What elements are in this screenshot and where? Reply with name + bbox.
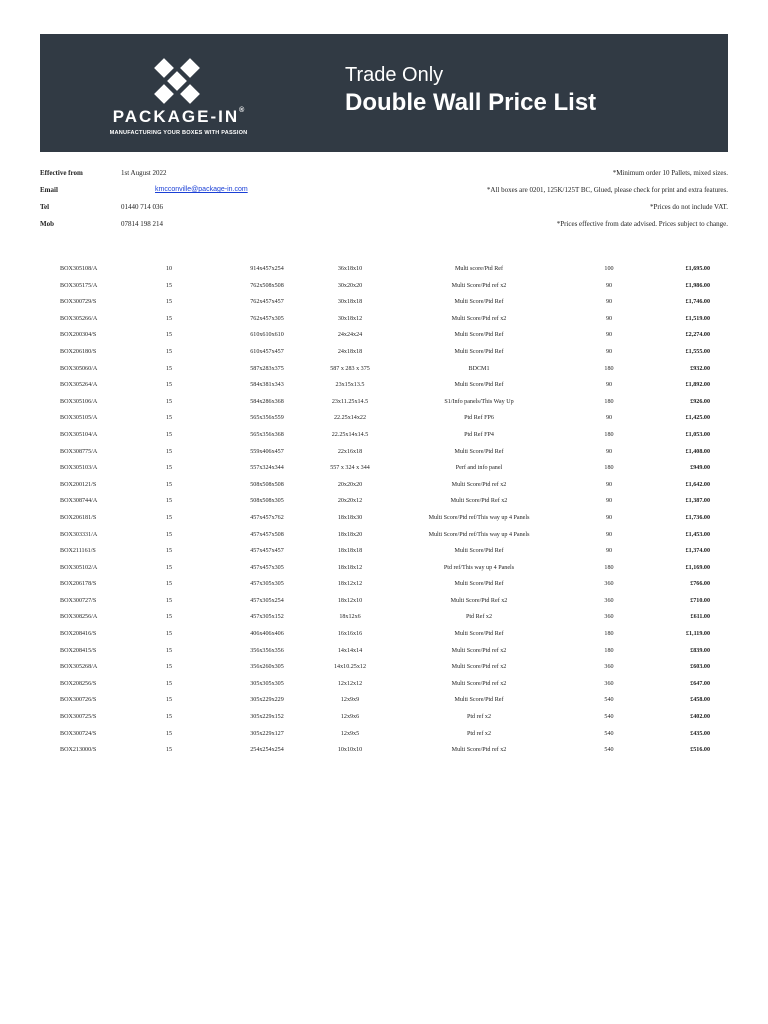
table-row	[40, 283, 728, 300]
size-inches-cell: 12x12x12	[337, 680, 363, 687]
price-cell: £1,387.00	[685, 498, 710, 505]
brand-tagline: MANUFACTURING YOUR BOXES WITH PASSION	[109, 130, 248, 136]
price-cell: £603.00	[690, 664, 710, 671]
size-inches-cell: 20x20x20	[337, 481, 363, 488]
product-code-cell: BOX305060/A	[60, 365, 98, 372]
features-cell: Multi Score/Ptd Ref	[454, 348, 504, 355]
features-cell: Multi Score/Ptd ref x2	[451, 647, 507, 654]
product-code-cell: BOX300727/S	[60, 597, 97, 604]
size-inches-cell: 12x9x5	[340, 730, 360, 737]
price-cell: £1,986.00	[685, 282, 710, 289]
pallet-qty-cell: 180	[604, 465, 614, 472]
table-row	[40, 731, 728, 748]
product-code-cell: BOX305105/A	[60, 415, 98, 422]
product-code-cell: BOX305268/A	[60, 664, 98, 671]
internal-size-mm-cell: 356x260x305	[250, 664, 284, 671]
price-cell: £402.00	[690, 714, 710, 721]
table-row	[40, 515, 728, 532]
table-row	[40, 565, 728, 582]
table-row	[40, 299, 728, 316]
box-spec-note: *All boxes are 0201, 125K/125T BC, Glued, please check for print and extra features.	[486, 186, 728, 194]
pallet-qty-cell: 360	[604, 614, 614, 621]
product-code-cell: BOX305104/A	[60, 431, 98, 438]
product-code-cell: BOX200121/S	[60, 481, 97, 488]
bundle-qty-cell: 15	[165, 315, 173, 322]
bundle-qty-cell: 15	[165, 664, 173, 671]
price-cell: £2,274.00	[685, 332, 710, 339]
features-cell: Multi Score/Ptd ref x2	[451, 680, 507, 687]
bundle-qty-cell: 15	[165, 448, 173, 455]
size-inches-cell: 14x14x14	[337, 647, 363, 654]
pallet-qty-cell: 90	[605, 415, 613, 422]
bundle-qty-cell: 15	[165, 332, 173, 339]
pallet-qty-cell: 540	[604, 714, 614, 721]
table-row	[40, 681, 728, 698]
features-cell: S1/Info panels/This Way Up	[444, 398, 514, 405]
internal-size-mm-cell: 305x229x127	[250, 730, 284, 737]
internal-size-mm-cell: 457x457x508	[250, 531, 284, 538]
pallet-qty-cell: 90	[605, 315, 613, 322]
pallet-qty-cell: 180	[604, 631, 614, 638]
product-code-cell: BOX206180/S	[60, 348, 97, 355]
table-row	[40, 316, 728, 333]
size-inches-cell: 22x16x18	[337, 448, 363, 455]
size-inches-cell: 12x9x9	[340, 697, 360, 704]
mob-label: Mob	[40, 220, 54, 228]
internal-size-mm-cell: 457x457x457	[250, 548, 284, 555]
internal-size-mm-cell: 457x457x305	[250, 564, 284, 571]
features-cell: Multi Score/Ptd ref x2	[451, 282, 507, 289]
pallet-qty-cell: 540	[604, 697, 614, 704]
features-cell: Multi Score/Ptd Ref	[454, 697, 504, 704]
price-cell: £1,169.00	[685, 564, 710, 571]
product-code-cell: BOX305103/A	[60, 465, 98, 472]
pallet-qty-cell: 90	[605, 299, 613, 306]
price-cell: £949.00	[690, 465, 710, 472]
table-row	[40, 714, 728, 731]
info-row-email	[40, 186, 728, 198]
bundle-qty-cell: 15	[165, 614, 173, 621]
internal-size-mm-cell: 584x286x368	[250, 398, 284, 405]
size-inches-cell: 36x18x10	[337, 266, 363, 272]
price-change-note: *Prices effective from date advised. Prices subject to change.	[556, 220, 728, 228]
pallet-qty-cell: 90	[605, 514, 613, 521]
banner-subtitle: Trade Only	[345, 64, 444, 86]
table-row	[40, 482, 728, 499]
product-code-cell: BOX305108/A	[60, 266, 98, 272]
bundle-qty-cell: 15	[165, 647, 173, 654]
product-code-cell: BOX303331/A	[60, 531, 98, 538]
bundle-qty-cell: 15	[165, 697, 173, 704]
bundle-qty-cell: 15	[165, 548, 173, 555]
info-row-effective	[40, 169, 728, 181]
features-cell: Perf and info panel	[455, 465, 503, 472]
bundle-qty-cell: 15	[165, 747, 173, 754]
email-label: Email	[40, 186, 58, 194]
price-cell: £1,746.00	[685, 299, 710, 306]
size-inches-cell: 24x24x24	[337, 332, 363, 339]
product-code-cell: BOX308775/A	[60, 448, 98, 455]
table-row	[40, 498, 728, 515]
bundle-qty-cell: 15	[165, 730, 173, 737]
product-code-cell: BOX211161/S	[60, 548, 96, 555]
pallet-qty-cell: 360	[604, 680, 614, 687]
features-cell: Ptd ref x2	[466, 714, 492, 721]
features-cell: Multi Score/Ptd ref/This way up 4 Panels	[428, 514, 530, 521]
features-cell: Ptd Ref x2	[465, 614, 493, 621]
internal-size-mm-cell: 565x356x368	[250, 431, 284, 438]
bundle-qty-cell: 15	[165, 348, 173, 355]
size-inches-cell: 18x12x10	[337, 597, 363, 604]
bundle-qty-cell: 15	[165, 680, 173, 687]
bundle-qty-cell: 15	[165, 531, 173, 538]
pallet-qty-cell: 100	[604, 266, 614, 272]
price-cell: £1,519.00	[685, 315, 710, 322]
price-cell: £1,555.00	[685, 348, 710, 355]
size-inches-cell: 18x18x20	[337, 531, 363, 538]
price-cell: £611.00	[690, 614, 710, 621]
bundle-qty-cell: 15	[165, 581, 173, 588]
features-cell: Ptd Ref FP4	[464, 431, 494, 438]
size-inches-cell: 18x18x18	[337, 548, 363, 555]
table-row	[40, 415, 728, 432]
table-row	[40, 664, 728, 681]
price-cell: £435.00	[690, 730, 710, 737]
features-cell: Multi Score/Ptd ref x2	[451, 481, 507, 488]
features-cell: Multi Score/Ptd Ref x2	[450, 597, 508, 604]
pallet-qty-cell: 90	[605, 282, 613, 289]
table-row	[40, 432, 728, 449]
pallet-qty-cell: 360	[604, 597, 614, 604]
effective-label: Effective from	[40, 169, 83, 177]
pallet-qty-cell: 90	[605, 348, 613, 355]
features-cell: Multi score/Ptd Ref	[454, 266, 504, 272]
brand-name: PACKAGE-IN®	[112, 107, 245, 126]
size-inches-cell: 16x16x16	[337, 631, 363, 638]
features-cell: BDCM1	[468, 365, 490, 372]
table-row	[40, 332, 728, 349]
price-cell: £458.00	[690, 697, 710, 704]
minimum-order-note: *Minimum order 10 Pallets, mixed sizes.	[612, 169, 728, 177]
product-code-cell: BOX305106/A	[60, 398, 98, 405]
pallet-qty-cell: 180	[604, 398, 614, 405]
pallet-qty-cell: 360	[604, 664, 614, 671]
table-row	[40, 382, 728, 399]
size-inches-cell: 23x15x13.5	[335, 382, 365, 389]
size-inches-cell: 18x18x12	[337, 564, 363, 571]
table-row	[40, 349, 728, 366]
product-code-cell: BOX208256/S	[60, 680, 97, 687]
pallet-qty-cell: 360	[604, 581, 614, 588]
product-code-cell: BOX305102/A	[60, 564, 98, 571]
size-inches-cell: 12x9x6	[340, 714, 360, 721]
pallet-qty-cell: 180	[604, 647, 614, 654]
product-code-cell: BOX200304/S	[60, 332, 97, 339]
price-cell: £1,892.00	[685, 382, 710, 389]
price-cell: £766.00	[690, 581, 710, 588]
size-inches-cell: 23x11.25x14.5	[331, 398, 369, 405]
product-code-cell: BOX206178/S	[60, 581, 97, 588]
product-code-cell: BOX208415/S	[60, 647, 97, 654]
price-cell: £1,374.00	[685, 548, 710, 555]
internal-size-mm-cell: 406x406x406	[250, 631, 284, 638]
internal-size-mm-cell: 914x457x254	[250, 266, 284, 272]
size-inches-cell: 24x18x18	[337, 348, 363, 355]
pallet-qty-cell: 90	[605, 548, 613, 555]
product-code-cell: BOX300729/S	[60, 299, 97, 306]
bundle-qty-cell: 15	[165, 365, 173, 372]
product-code-cell: BOX305175/A	[60, 282, 98, 289]
pallet-qty-cell: 90	[605, 498, 613, 505]
features-cell: Multi Score/Ptd ref/This way up 4 Panels	[428, 531, 530, 538]
internal-size-mm-cell: 508x508x508	[250, 481, 284, 488]
table-row	[40, 532, 728, 549]
product-code-cell: BOX308744/A	[60, 498, 98, 505]
features-cell: Multi Score/Ptd Ref	[454, 382, 504, 389]
email-link[interactable]: kmcconville@package-in.com	[155, 186, 248, 193]
table-row	[40, 449, 728, 466]
features-cell: Multi Score/Ptd ref x2	[451, 664, 507, 671]
size-inches-cell: 30x18x18	[337, 299, 363, 306]
table-row	[40, 598, 728, 615]
pallet-qty-cell: 90	[605, 481, 613, 488]
price-cell: £1,053.00	[685, 431, 710, 438]
pallet-qty-cell: 180	[604, 431, 614, 438]
product-code-cell: BOX300724/S	[60, 730, 97, 737]
product-code-cell: BOX305264/A	[60, 382, 98, 389]
internal-size-mm-cell: 305x229x152	[250, 714, 284, 721]
size-inches-cell: 22.25x14x14.5	[331, 431, 369, 438]
internal-size-mm-cell: 557x324x344	[250, 465, 284, 472]
product-code-cell: BOX208416/S	[60, 631, 97, 638]
price-cell: £839.00	[690, 647, 710, 654]
mob-number: 07814 198 214	[121, 220, 163, 228]
internal-size-mm-cell: 610x457x457	[250, 348, 284, 355]
price-table	[40, 266, 728, 764]
table-row	[40, 465, 728, 482]
table-row	[40, 648, 728, 665]
size-inches-cell: 22.25x14x22	[334, 415, 366, 422]
internal-size-mm-cell: 587x283x375	[250, 365, 284, 372]
table-row	[40, 614, 728, 631]
pallet-qty-cell: 180	[604, 564, 614, 571]
size-inches-cell: 18x12x6	[339, 614, 361, 621]
effective-date: 1st August 2022	[121, 169, 167, 177]
bundle-qty-cell: 15	[165, 564, 173, 571]
table-row	[40, 581, 728, 598]
price-cell: £926.00	[690, 398, 710, 405]
size-inches-cell: 30x18x12	[337, 315, 363, 322]
page-title: Double Wall Price List	[345, 89, 597, 116]
pallet-qty-cell: 90	[605, 448, 613, 455]
bundle-qty-cell: 15	[165, 498, 173, 505]
tel-number: 01440 714 036	[121, 203, 163, 211]
features-cell: Ptd Ref FP6	[464, 415, 494, 422]
internal-size-mm-cell: 457x457x762	[250, 514, 284, 521]
features-cell: Multi Score/Ptd ref x2	[451, 315, 507, 322]
bundle-qty-cell: 15	[165, 382, 173, 389]
bundle-qty-cell: 15	[165, 398, 173, 405]
vat-note: *Prices do not include VAT.	[650, 203, 728, 211]
price-cell: £1,642.00	[685, 481, 710, 488]
features-cell: Multi Score/Ptd Ref	[454, 581, 504, 588]
table-row	[40, 631, 728, 648]
price-cell: £647.00	[690, 680, 710, 687]
info-row-mob	[40, 220, 728, 232]
tel-label: Tel	[40, 203, 50, 211]
pallet-qty-cell: 90	[605, 332, 613, 339]
internal-size-mm-cell: 508x508x305	[250, 498, 284, 505]
pallet-qty-cell: 90	[605, 531, 613, 538]
package-in-logo-icon	[152, 56, 202, 106]
size-inches-cell: 14x10.25x12	[334, 664, 366, 671]
internal-size-mm-cell: 610x610x610	[250, 332, 284, 339]
info-row-tel	[40, 203, 728, 215]
bundle-qty-cell: 15	[165, 415, 173, 422]
bundle-qty-cell: 15	[165, 597, 173, 604]
price-cell: £932.00	[690, 365, 710, 372]
internal-size-mm-cell: 457x305x305	[250, 581, 284, 588]
table-row	[40, 548, 728, 565]
size-inches-cell: 18x18x30	[337, 514, 363, 521]
pallet-qty-cell: 540	[604, 747, 614, 754]
price-cell: £710.00	[690, 597, 710, 604]
internal-size-mm-cell: 584x381x343	[250, 382, 284, 389]
bundle-qty-cell: 15	[165, 431, 173, 438]
table-row	[40, 266, 728, 283]
internal-size-mm-cell: 305x305x305	[250, 680, 284, 687]
internal-size-mm-cell: 457x305x152	[250, 614, 284, 621]
price-cell: £1,408.00	[685, 448, 710, 455]
bundle-qty-cell: 15	[165, 481, 173, 488]
price-cell: £1,453.00	[685, 531, 710, 538]
bundle-qty-cell: 15	[165, 714, 173, 721]
table-row	[40, 697, 728, 714]
internal-size-mm-cell: 457x305x254	[250, 597, 284, 604]
product-code-cell: BOX213000/S	[60, 747, 97, 754]
bundle-qty-cell: 15	[165, 514, 173, 521]
features-cell: Multi Score/Ptd Ref	[454, 631, 504, 638]
table-row	[40, 747, 728, 764]
bundle-qty-cell: 15	[165, 465, 173, 472]
price-cell: £516.00	[690, 747, 710, 754]
price-cell: £1,736.00	[685, 514, 710, 521]
product-code-cell: BOX300726/S	[60, 697, 97, 704]
features-cell: Ptd ref x2	[466, 730, 492, 737]
bundle-qty-cell: 15	[165, 299, 173, 306]
size-inches-cell: 557 x 324 x 344	[330, 465, 370, 472]
features-cell: Ptd ref/This way up 4 Panels	[443, 564, 515, 571]
pallet-qty-cell: 180	[604, 365, 614, 372]
internal-size-mm-cell: 305x229x229	[250, 697, 284, 704]
pallet-qty-cell: 90	[605, 382, 613, 389]
internal-size-mm-cell: 559x406x457	[250, 448, 284, 455]
size-inches-cell: 10x10x10	[337, 747, 363, 754]
price-cell: £1,425.00	[685, 415, 710, 422]
price-cell: £1,119.00	[685, 631, 710, 638]
features-cell: Multi Score/Ptd Ref	[454, 332, 504, 339]
price-cell: £1,695.00	[685, 266, 710, 272]
bundle-qty-cell: 15	[165, 631, 173, 638]
size-inches-cell: 587 x 283 x 375	[330, 365, 370, 372]
internal-size-mm-cell: 762x457x305	[250, 315, 284, 322]
size-inches-cell: 18x12x12	[337, 581, 363, 588]
features-cell: Multi Score/Ptd Ref	[454, 448, 504, 455]
bundle-qty-cell: 10	[165, 266, 173, 272]
pallet-qty-cell: 540	[604, 730, 614, 737]
features-cell: Multi Score/Ptd Ref	[454, 548, 504, 555]
size-inches-cell: 30x20x20	[337, 282, 363, 289]
product-code-cell: BOX300725/S	[60, 714, 97, 721]
product-code-cell: BOX305266/A	[60, 315, 98, 322]
size-inches-cell: 20x20x12	[337, 498, 363, 505]
features-cell: Multi Score/Ptd Ref	[454, 299, 504, 306]
table-row	[40, 399, 728, 416]
internal-size-mm-cell: 356x356x356	[250, 647, 284, 654]
features-cell: Multi Score/Ptd ref x2	[451, 747, 507, 754]
trademark-mark: ®	[239, 107, 245, 114]
internal-size-mm-cell: 762x457x457	[250, 299, 284, 306]
internal-size-mm-cell: 565x356x559	[250, 415, 284, 422]
product-code-cell: BOX308256/A	[60, 614, 98, 621]
bundle-qty-cell: 15	[165, 282, 173, 289]
table-row	[40, 366, 728, 383]
header-banner	[40, 34, 728, 152]
product-code-cell: BOX206181/S	[60, 514, 97, 521]
internal-size-mm-cell: 254x254x254	[250, 747, 284, 754]
internal-size-mm-cell: 762x508x508	[250, 282, 284, 289]
features-cell: Multi Score/Ptd Ref x2	[450, 498, 508, 505]
